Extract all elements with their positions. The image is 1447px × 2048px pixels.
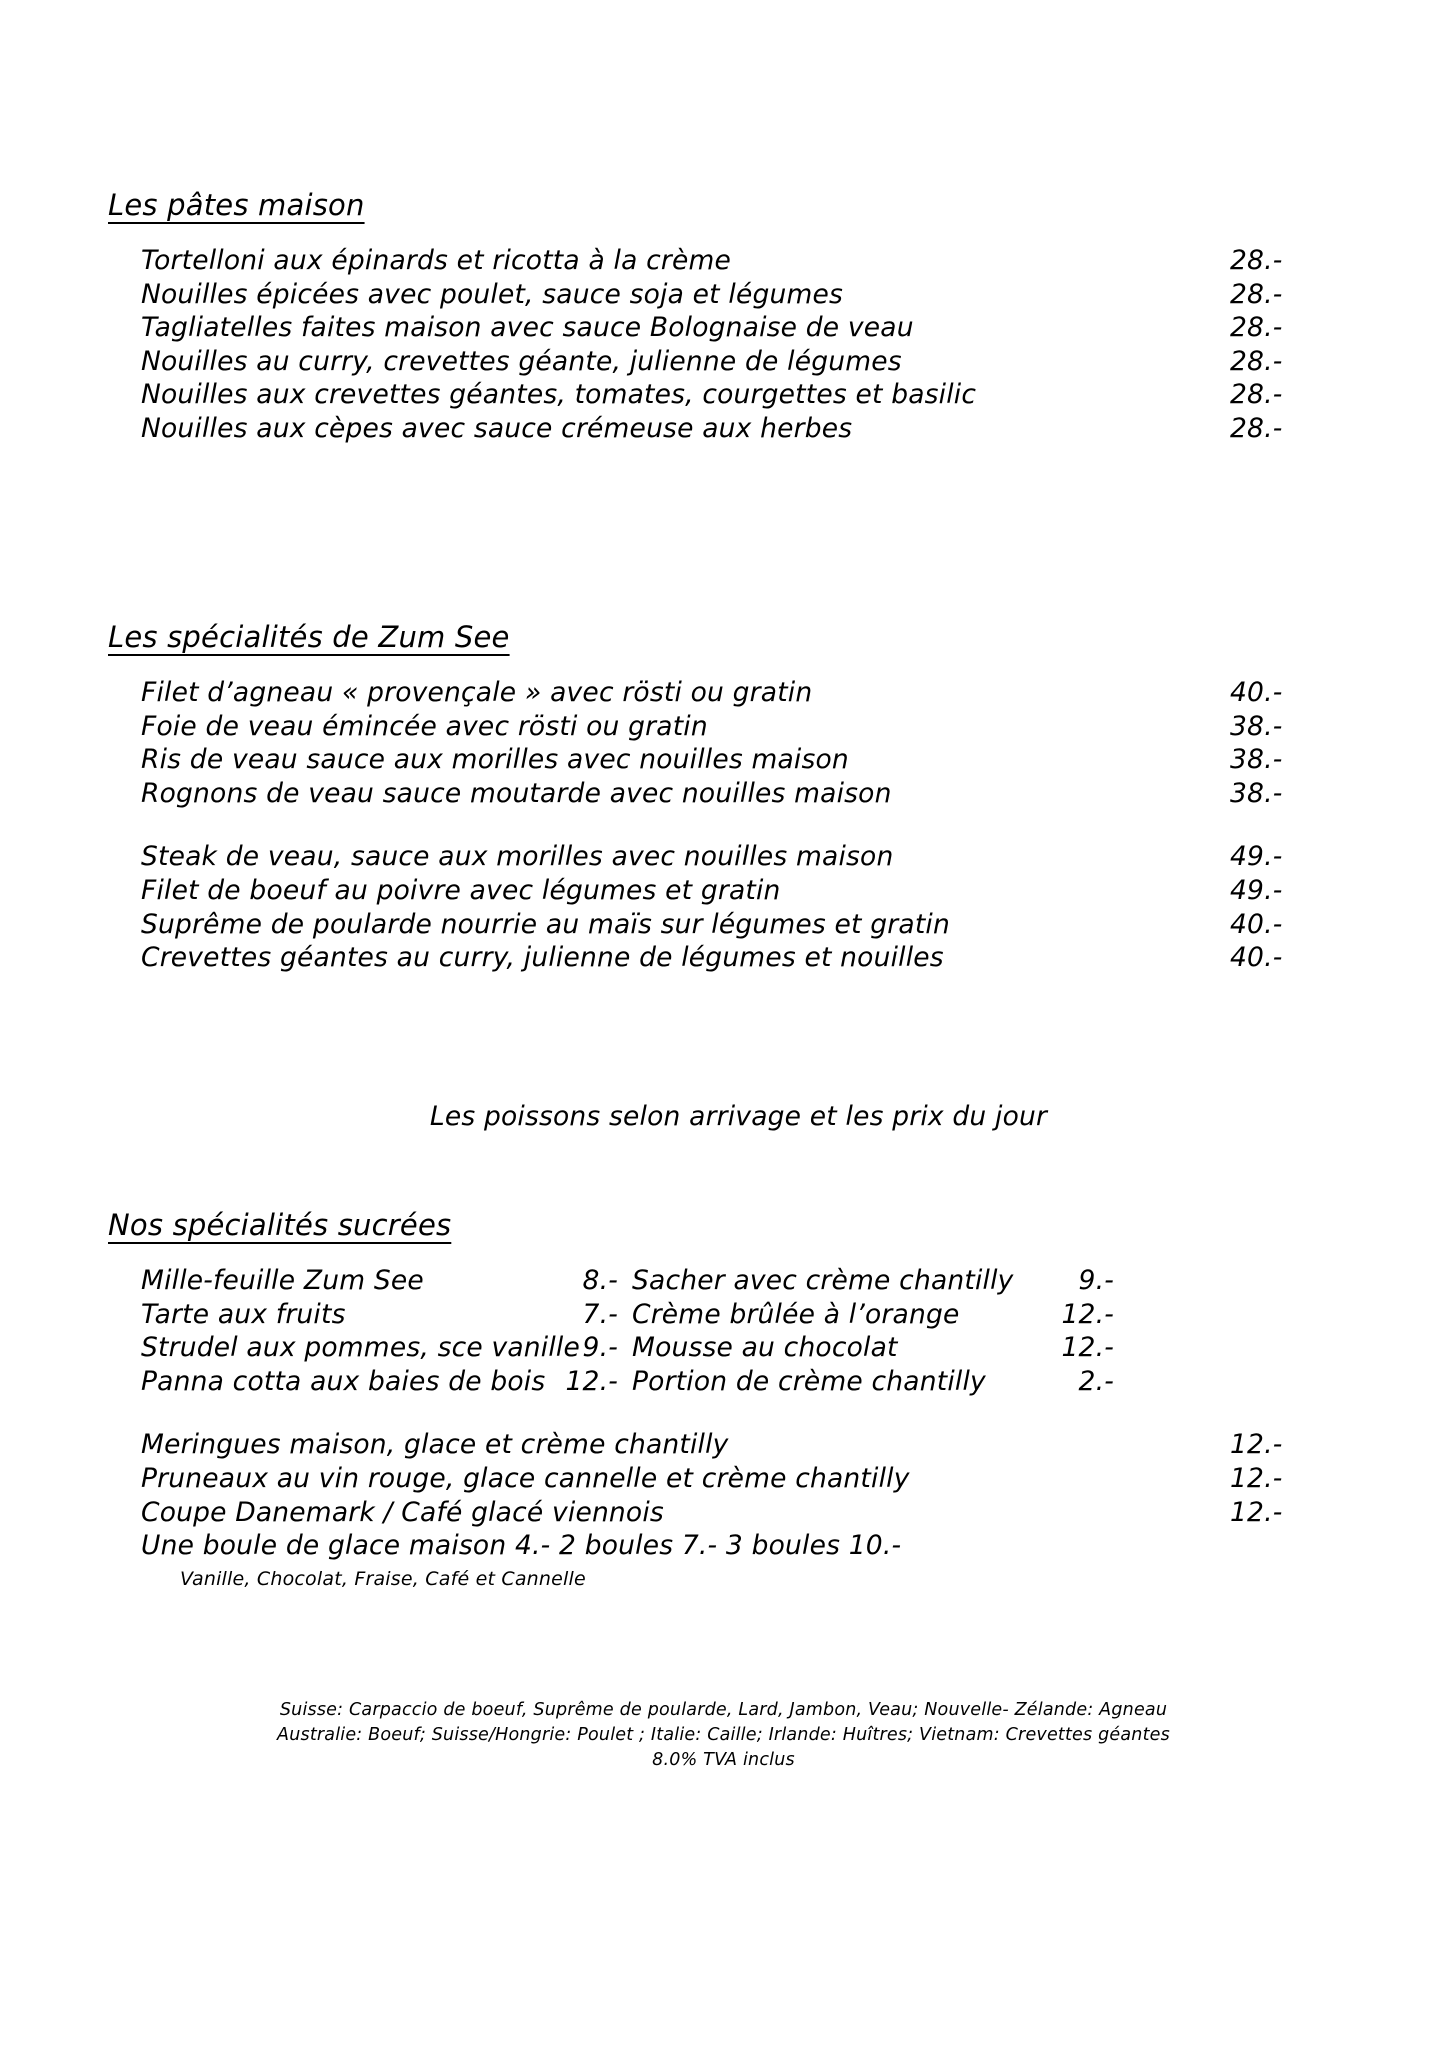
menu-item-row [141, 908, 1348, 942]
specialities-group-two-list [141, 840, 1348, 974]
menu-item-price: 12.- [1230, 1462, 1283, 1494]
menu-item-row [141, 345, 1348, 379]
menu-item-row [141, 710, 1348, 744]
section-title-pasta: Les pâtes maison [108, 188, 365, 222]
menu-item-name: Nouilles épicées avec poulet, sauce soja et légumes [141, 278, 844, 310]
pasta-item-list [141, 244, 1348, 446]
group-separator [108, 810, 1348, 840]
menu-item-row [141, 1496, 1348, 1530]
dessert-name-right: Portion de crème chantilly [632, 1365, 986, 1397]
menu-item-name: Rognons de veau sauce moutarde avec nouilles maison [141, 777, 892, 809]
menu-item-price: 12.- [1230, 1429, 1283, 1461]
section-pasta [108, 188, 1348, 446]
dessert-two-column-grid [141, 1264, 1348, 1398]
dessert-price-right: 2.- [1078, 1365, 1114, 1397]
menu-item-name: Pruneaux au vin rouge, glace cannelle et crème chantilly [141, 1462, 910, 1494]
menu-item-name: Nouilles aux crevettes géantes, tomates, courgettes et basilic [141, 379, 977, 411]
menu-item-price: 38.- [1230, 777, 1283, 809]
section-title-desserts: Nos spécialités sucrées [108, 1208, 452, 1242]
menu-item-name: Filet de boeuf au poivre avec légumes et gratin [141, 874, 781, 906]
menu-item-row [141, 840, 1348, 874]
menu-item-price: 49.- [1230, 874, 1283, 906]
origin-declaration-footer [0, 1698, 1447, 1773]
dessert-price-left: 12.- [565, 1365, 618, 1397]
menu-item-price: 38.- [1230, 744, 1283, 776]
specialities-group-one-list [141, 676, 1348, 810]
menu-item-row [141, 743, 1348, 777]
dessert-price-right: 9.- [1078, 1265, 1114, 1296]
dessert-price-left: 9.- [582, 1332, 618, 1364]
group-separator [108, 1398, 1348, 1428]
dessert-price-right: 12.- [1061, 1332, 1114, 1364]
ice-cream-flavors: Vanille, Chocolat, Fraise, Café et Cannelle [180, 1567, 586, 1590]
menu-item-price: 28.- [1230, 412, 1283, 444]
menu-item-price: 28.- [1230, 245, 1283, 276]
menu-item-name: Nouilles au curry, crevettes géante, julienne de légumes [141, 345, 902, 377]
menu-item-row [141, 941, 1348, 975]
dessert-price-right: 12.- [1061, 1298, 1114, 1330]
menu-item-name: Coupe Danemark / Café glacé viennois [141, 1496, 664, 1528]
menu-item-price: 38.- [1230, 710, 1283, 742]
dessert-full-width-list [141, 1428, 1348, 1529]
dessert-name-left: Mille-feuille Zum See [141, 1265, 424, 1296]
menu-item-row [141, 378, 1348, 412]
dessert-price-left: 8.- [582, 1265, 618, 1296]
menu-item-name: Tagliatelles faites maison avec sauce Bolognaise de veau [141, 312, 914, 344]
fish-availability-note: Les poissons selon arrivage et les prix du jour [429, 1101, 1048, 1132]
menu-item-name: Foie de veau émincée avec rösti ou gratin [141, 710, 708, 742]
menu-item-price: 40.- [1230, 908, 1283, 940]
menu-item-row [141, 278, 1348, 312]
menu-item-row [141, 412, 1348, 446]
menu-item-name: Filet d’agneau « provençale » avec rösti ou gratin [141, 677, 813, 708]
menu-item-price: 40.- [1230, 677, 1283, 708]
dessert-name-left: Tarte aux fruits [141, 1298, 346, 1330]
menu-item-name: Tortelloni aux épinards et ricotta à la crème [141, 245, 732, 276]
menu-item-row [141, 777, 1348, 811]
menu-item-name: Steak de veau, sauce aux morilles avec nouilles maison [141, 841, 894, 873]
section-desserts [108, 1208, 1348, 1592]
section-title-specialities: Les spécialités de Zum See [108, 620, 510, 654]
menu-item-price: 49.- [1230, 841, 1283, 873]
menu-item-row [141, 1428, 1348, 1462]
menu-item-name: Meringues maison, glace et crème chantilly [141, 1429, 729, 1461]
dessert-name-right: Mousse au chocolat [632, 1332, 898, 1364]
menu-item-row [141, 1462, 1348, 1496]
menu-item-price: 12.- [1230, 1496, 1283, 1528]
menu-item-name: Nouilles aux cèpes avec sauce crémeuse aux herbes [141, 412, 853, 444]
menu-item-row [141, 874, 1348, 908]
menu-item-row [141, 244, 1348, 278]
vat-line: 8.0% TVA inclus [652, 1750, 795, 1770]
menu-item-name: Suprême de poularde nourrie au maïs sur légumes et gratin [141, 908, 950, 940]
dessert-price-left: 7.- [582, 1298, 618, 1330]
section-specialities [108, 620, 1348, 975]
menu-item-price: 28.- [1230, 278, 1283, 310]
menu-item-price: 28.- [1230, 345, 1283, 377]
ice-cream-scoop-pricing: Une boule de glace maison 4.- 2 boules 7.- 3 boules 10.- [141, 1530, 902, 1562]
origin-line-2: Australie: Boeuf; Suisse/Hongrie: Poulet ; Italie: Caille; Irlande: Huîtres; Vietnam: Crevettes géantes [277, 1725, 1170, 1745]
origin-line-1: Suisse: Carpaccio de boeuf, Suprême de poularde, Lard, Jambon, Veau; Nouvelle- Zélande: Agneau [279, 1700, 1168, 1720]
menu-item-price: 40.- [1230, 942, 1283, 974]
menu-item-name: Crevettes géantes au curry, julienne de légumes et nouilles [141, 942, 944, 974]
menu-item-price: 28.- [1230, 312, 1283, 344]
menu-item-name: Ris de veau sauce aux morilles avec nouilles maison [141, 744, 849, 776]
dessert-name-right: Crème brûlée à l’orange [632, 1298, 960, 1330]
menu-item-price: 28.- [1230, 379, 1283, 411]
dessert-name-left: Panna cotta aux baies de bois [141, 1365, 546, 1397]
dessert-name-right: Sacher avec crème chantilly [632, 1265, 1014, 1296]
menu-item-row [141, 311, 1348, 345]
dessert-name-left: Strudel aux pommes, sce vanille [141, 1332, 580, 1364]
menu-item-row [141, 676, 1348, 710]
